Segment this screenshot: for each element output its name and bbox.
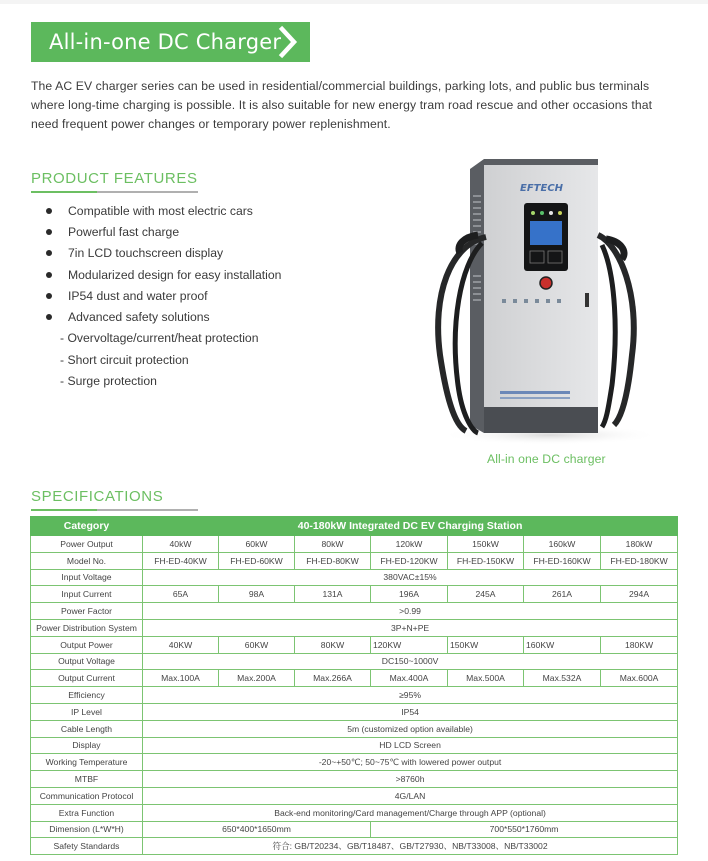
table-header-row — [31, 517, 678, 536]
feature-item: Advanced safety solutions — [44, 306, 281, 327]
category-header: Category — [31, 517, 143, 536]
table-row: Communication Protocol 4G/LAN — [31, 787, 678, 804]
charger-product-image — [420, 155, 680, 445]
chevron-right-icon — [276, 25, 300, 59]
page-title: All-in-one DC Charger — [49, 30, 282, 54]
table-row: Cable Length 5m (customized option available) — [31, 720, 678, 737]
table-row: Efficiency ≥95% — [31, 687, 678, 704]
bullet-icon — [46, 314, 52, 320]
feature-item: Compatible with most electric cars — [44, 200, 281, 221]
table-row: Working Temperature -20~+50℃; 50~75℃ with lowered power output — [31, 754, 678, 771]
table-row: Input Current 65A 98A 131A 196A 245A 261A 294A — [31, 586, 678, 603]
bullet-icon — [46, 208, 52, 214]
product-header: 40-180kW Integrated DC EV Charging Station — [143, 517, 678, 536]
top-divider — [0, 0, 708, 4]
feature-item: 7in LCD touchscreen display — [44, 243, 281, 264]
feature-item: IP54 dust and water proof — [44, 285, 281, 306]
intro-paragraph: The AC EV charger series can be used in residential/commercial buildings, parking lots, and public bus terminals where long-time charging is possible. It is also suitable for new energy tram road rescue and other occasions that need frequent power changes or temporary power replenishment. — [31, 79, 653, 131]
feature-sub-item: - Overvoltage/current/heat protection — [60, 331, 259, 346]
table-row: MTBF >8760h — [31, 771, 678, 788]
table-row: IP Level IP54 — [31, 703, 678, 720]
table-row: Output Power 40KW 60KW 80KW 120KW 150KW 160KW 180KW — [31, 636, 678, 653]
bullet-icon — [46, 229, 52, 235]
bullet-icon — [46, 250, 52, 256]
table-row: Extra Function Back-end monitoring/Card management/Charge through APP (optional) — [31, 804, 678, 821]
table-row: Model No. FH-ED-40KW FH-ED-60KW FH-ED-80KW FH-ED-120KW FH-ED-150KW FH-ED-160KW FH-ED-180KW — [31, 552, 678, 569]
features-heading-text: PRODUCT FEATURES — [31, 170, 198, 187]
specifications-heading-text: SPECIFICATIONS — [31, 488, 164, 505]
svg-text:EFTECH: EFTECH — [520, 183, 564, 194]
features-list — [44, 200, 281, 392]
table-row: Output Voltage DC150~1000V — [31, 653, 678, 670]
table-row: Safety Standards 符合: GB/T20234、GB/T18487、GB/T27930、NB/T33008、NB/T33002 — [31, 838, 678, 855]
bullet-icon — [46, 272, 52, 278]
table-row: Power Factor >0.99 — [31, 603, 678, 620]
heading-underline — [31, 509, 198, 511]
table-row: Output Current Max.100A Max.200A Max.266A Max.400A Max.500A Max.532A Max.600A — [31, 670, 678, 687]
table-row: Display HD LCD Screen — [31, 737, 678, 754]
features-heading — [31, 170, 198, 187]
feature-item: Powerful fast charge — [44, 221, 281, 242]
specifications-heading — [31, 488, 163, 505]
figure-caption: All-in one DC charger — [487, 452, 606, 466]
table-row: Input Voltage 380VAC±15% — [31, 569, 678, 586]
feature-sub-item: - Short circuit protection — [60, 352, 189, 367]
table-row: Power Distribution System 3P+N+PE — [31, 619, 678, 636]
feature-sub-item: - Surge protection — [60, 374, 157, 389]
bullet-icon — [46, 293, 52, 299]
table-row: Power Output 40kW 60kW 80kW 120kW 150kW 160kW 180kW — [31, 536, 678, 553]
heading-underline — [31, 191, 198, 193]
feature-item: Modularized design for easy installation — [44, 264, 281, 285]
table-row: Dimension (L*W*H) 650*400*1650mm 700*550*1760mm — [31, 821, 678, 838]
title-banner — [31, 22, 310, 62]
specifications-table — [30, 516, 678, 855]
